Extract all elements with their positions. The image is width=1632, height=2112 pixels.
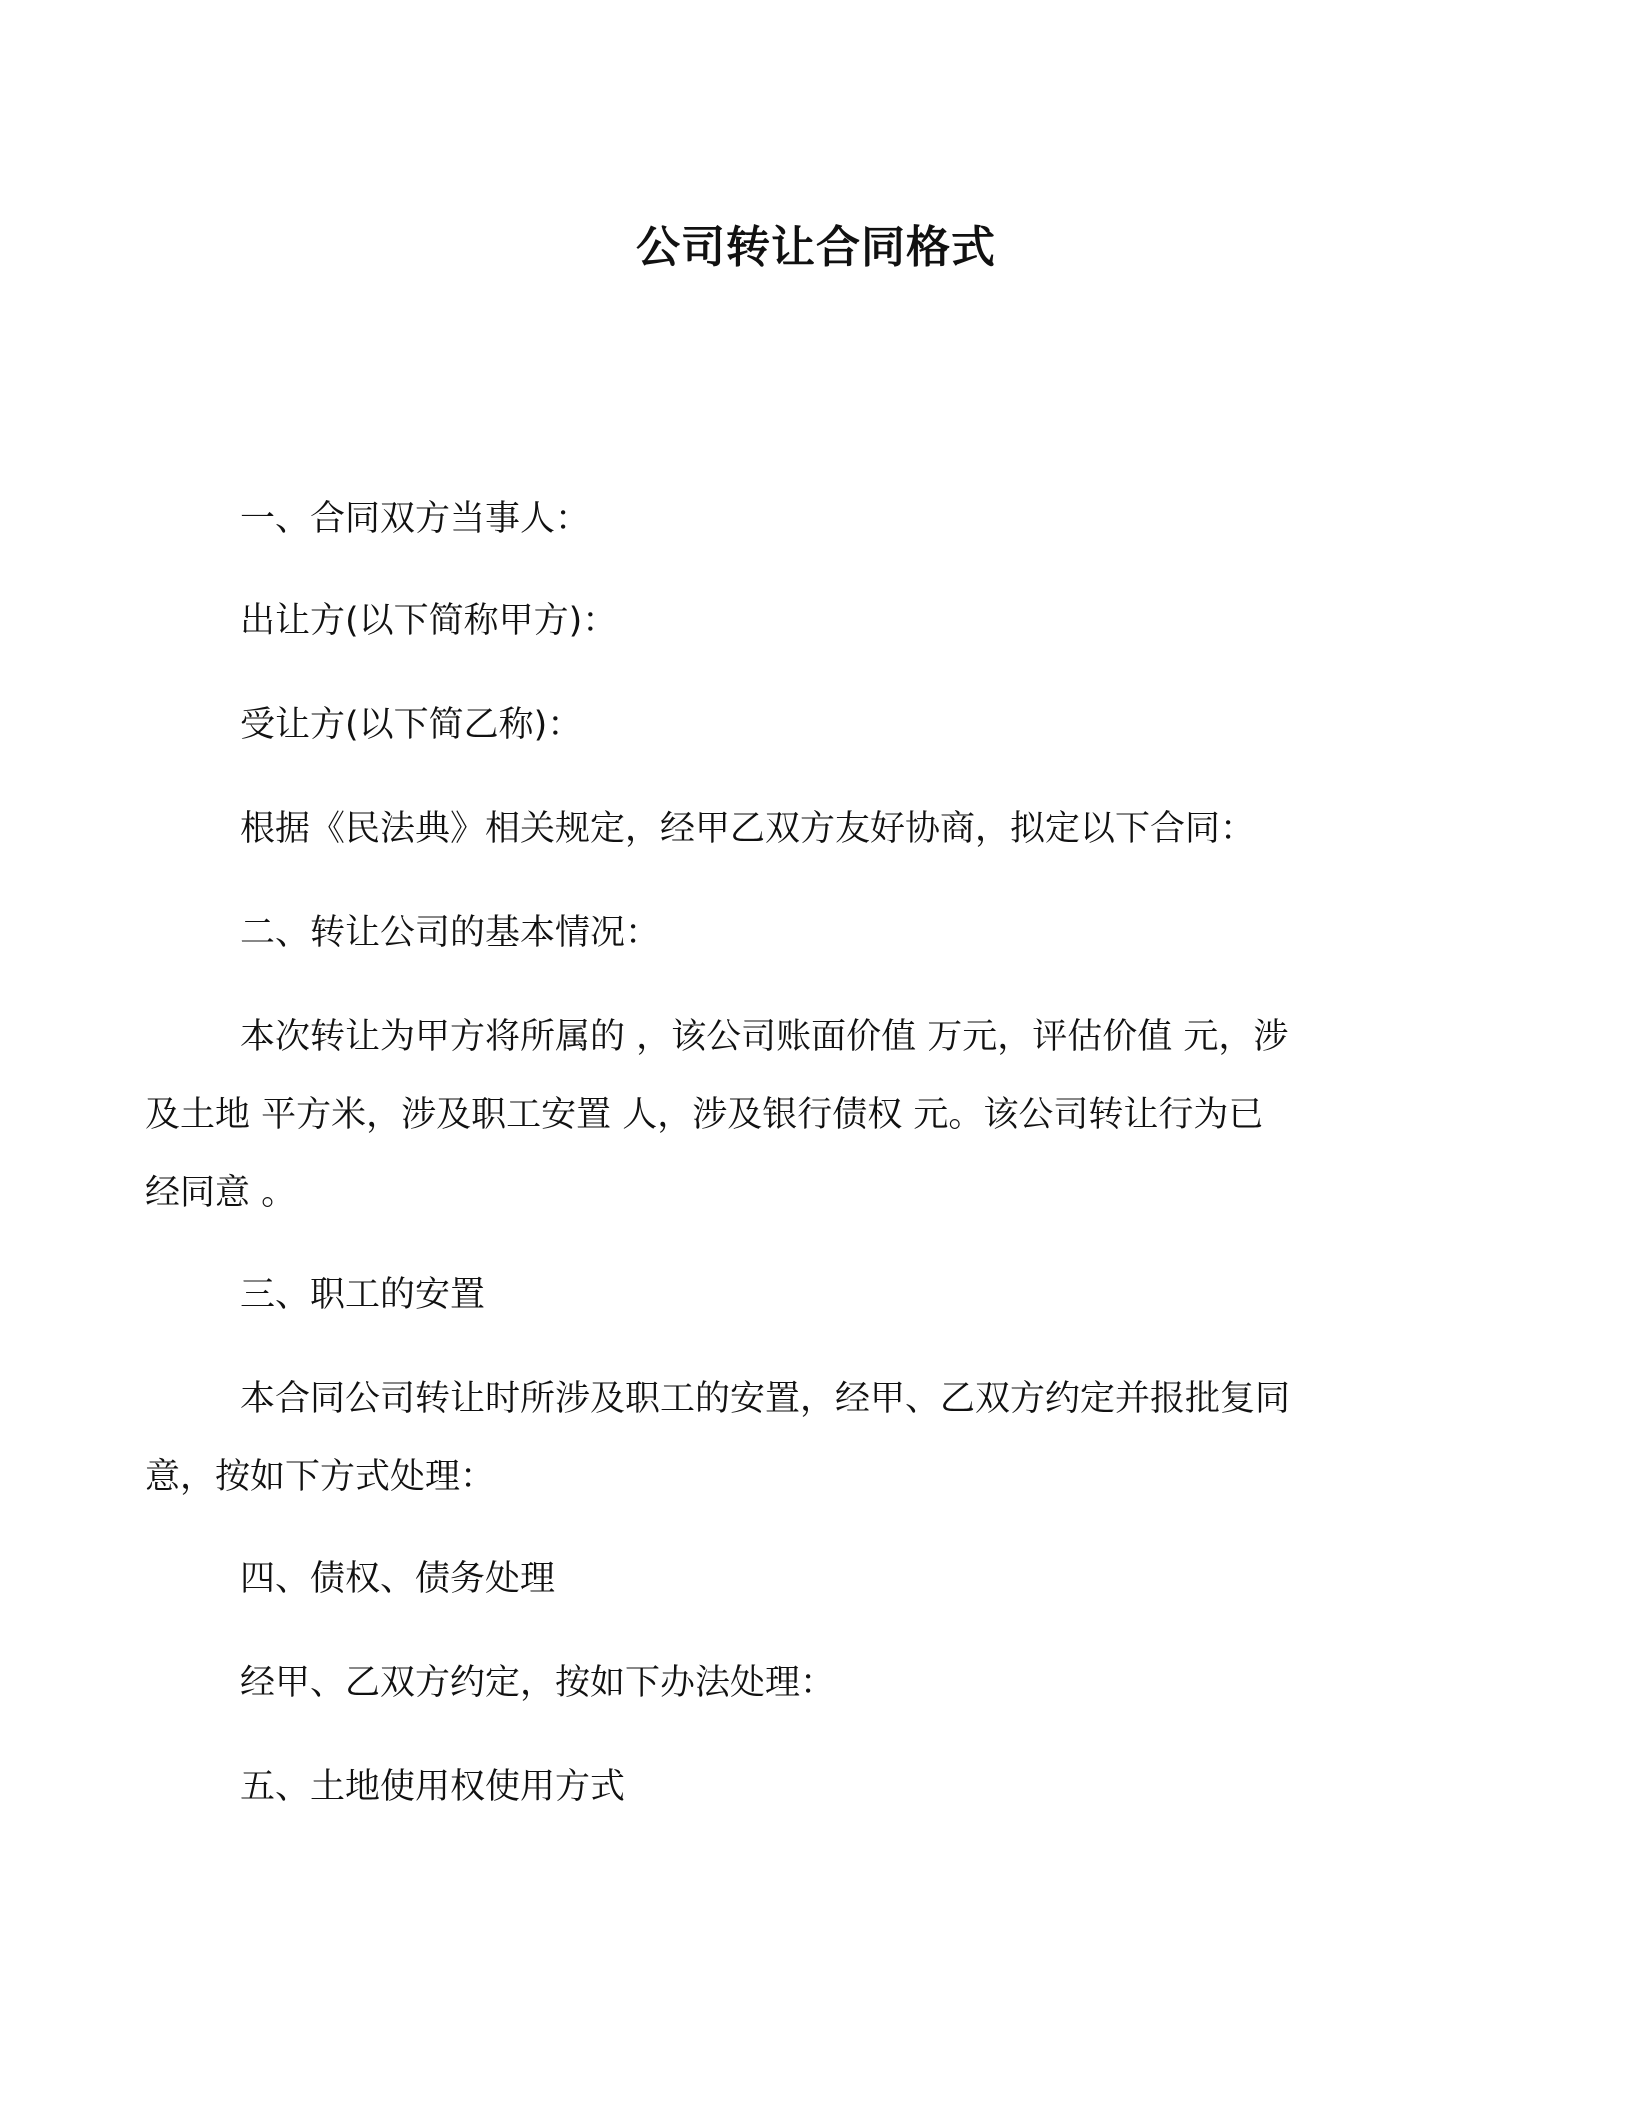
paragraph-company-details: 本次转让为甲方将所属的 ，该公司账面价值 万元，评估价值 元，涉及土地 平方米，涉及职工安置 人，涉及银行债权 元。该公司转让行为已经同意 。 (145, 1017, 1289, 1213)
paragraph-staff-placement: 本合同公司转让时所涉及职工的安置，经甲、乙双方约定并报批复同意，按如下方式处理： (145, 1379, 1291, 1497)
paragraph-debt-handling: 经甲、乙双方约定，按如下办法处理： (240, 1663, 836, 1703)
paragraph-transferee: 受让方(以下简乙称)： (240, 705, 583, 745)
paragraph-section-3-heading: 三、职工的安置 (240, 1275, 486, 1315)
paragraph-legal-basis: 根据《民法典》相关规定，经甲乙双方友好协商，拟定以下合同： (240, 809, 1256, 849)
paragraph-section-2-heading: 二、转让公司的基本情况： (240, 913, 661, 953)
paragraph-transferor: 出让方(以下简称甲方)： (240, 601, 618, 641)
document-title: 公司转让合同格式 (636, 222, 996, 273)
paragraph-section-1-heading: 一、合同双方当事人： (240, 499, 591, 539)
paragraph-section-4-heading: 四、债权、债务处理 (240, 1559, 556, 1599)
paragraph-section-5-heading: 五、土地使用权使用方式 (240, 1767, 626, 1807)
